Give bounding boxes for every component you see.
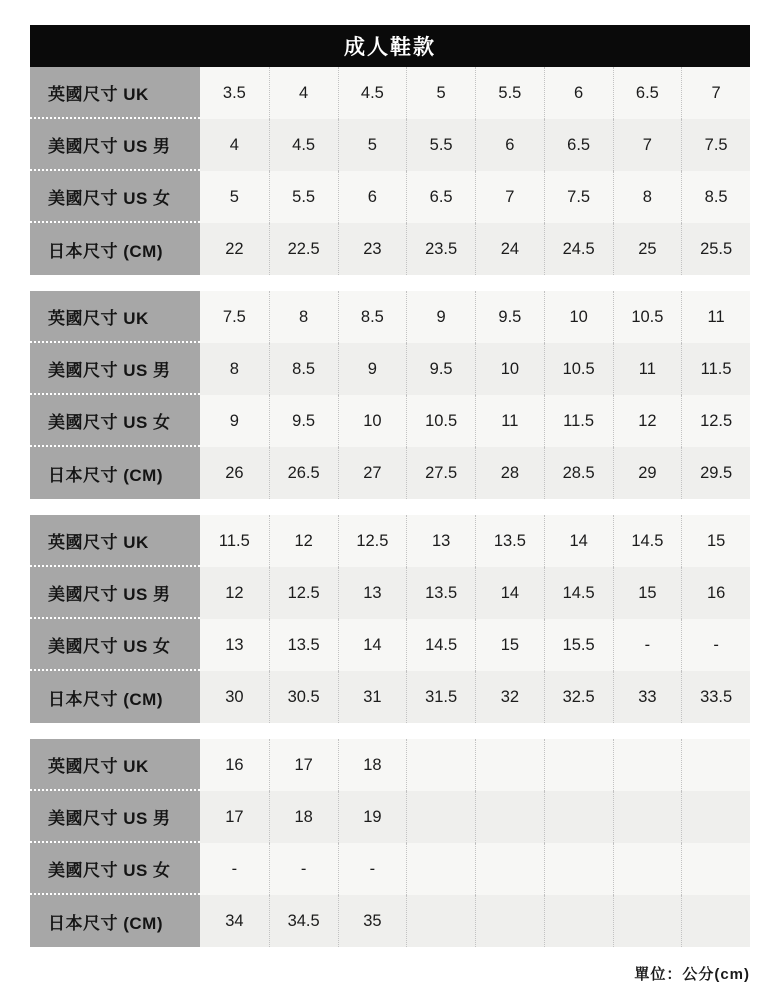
size-table-block — [30, 291, 750, 499]
size-value-cell: 8.5 — [338, 291, 407, 343]
size-value-cell: 15 — [475, 619, 544, 671]
table-row — [30, 447, 750, 499]
size-value-cell: 32.5 — [544, 671, 613, 723]
chart-title-bar — [30, 25, 750, 67]
size-value-cell: 14 — [338, 619, 407, 671]
size-value-cell: 14.5 — [613, 515, 682, 567]
size-value-cell: 5.5 — [475, 67, 544, 119]
size-value-cell: 31.5 — [406, 671, 475, 723]
table-row — [30, 223, 750, 275]
size-value-cell: 7.5 — [544, 171, 613, 223]
size-value-cell: 14 — [544, 515, 613, 567]
size-value-cell: 17 — [200, 791, 269, 843]
table-row — [30, 567, 750, 619]
size-value-cell: 24.5 — [544, 223, 613, 275]
size-value-cell: 23 — [338, 223, 407, 275]
size-value-cell: 8 — [269, 291, 338, 343]
table-row — [30, 515, 750, 567]
size-value-cell — [544, 739, 613, 791]
size-value-cell: 34.5 — [269, 895, 338, 947]
size-value-cell: 27.5 — [406, 447, 475, 499]
row-label: 日本尺寸 (CM) — [30, 895, 200, 947]
size-value-cell — [406, 895, 475, 947]
size-value-cell — [406, 843, 475, 895]
size-value-cell: 7 — [681, 67, 750, 119]
size-value-cell: 33.5 — [681, 671, 750, 723]
size-value-cell: 11.5 — [544, 395, 613, 447]
size-value-cell: 10.5 — [544, 343, 613, 395]
size-value-cell: 4 — [200, 119, 269, 171]
size-value-cell: 10 — [544, 291, 613, 343]
size-value-cell: 7 — [613, 119, 682, 171]
size-value-cell: 5 — [200, 171, 269, 223]
size-value-cell: 26.5 — [269, 447, 338, 499]
size-value-cell — [681, 843, 750, 895]
size-value-cell: 4.5 — [338, 67, 407, 119]
size-value-cell: 28.5 — [544, 447, 613, 499]
unit-note: 單位：公分(cm) — [634, 966, 750, 983]
row-label: 日本尺寸 (CM) — [30, 447, 200, 499]
size-value-cell: 30 — [200, 671, 269, 723]
row-label: 日本尺寸 (CM) — [30, 671, 200, 723]
size-value-cell: 7.5 — [200, 291, 269, 343]
size-value-cell: 16 — [200, 739, 269, 791]
size-value-cell: 11 — [475, 395, 544, 447]
table-row — [30, 791, 750, 843]
size-value-cell — [613, 791, 682, 843]
size-value-cell — [475, 739, 544, 791]
size-value-cell: 11 — [613, 343, 682, 395]
size-value-cell — [406, 791, 475, 843]
size-value-cell: 10 — [338, 395, 407, 447]
size-value-cell: - — [681, 619, 750, 671]
size-table-block — [30, 739, 750, 947]
size-value-cell: 26 — [200, 447, 269, 499]
size-value-cell — [681, 739, 750, 791]
size-value-cell: 33 — [613, 671, 682, 723]
size-value-cell: 8 — [200, 343, 269, 395]
size-value-cell: 9.5 — [406, 343, 475, 395]
size-value-cell: 6.5 — [544, 119, 613, 171]
size-value-cell — [544, 895, 613, 947]
size-value-cell: 9 — [338, 343, 407, 395]
size-table-blocks — [30, 67, 750, 947]
size-value-cell: 13 — [406, 515, 475, 567]
size-value-cell: 10.5 — [406, 395, 475, 447]
size-value-cell: - — [269, 843, 338, 895]
size-value-cell — [613, 895, 682, 947]
size-value-cell: 6 — [544, 67, 613, 119]
size-value-cell: 15 — [613, 567, 682, 619]
row-label: 日本尺寸 (CM) — [30, 223, 200, 275]
size-value-cell: 15 — [681, 515, 750, 567]
size-value-cell — [475, 843, 544, 895]
table-row — [30, 171, 750, 223]
size-value-cell — [613, 843, 682, 895]
size-value-cell: 27 — [338, 447, 407, 499]
row-label: 美國尺寸 US 女 — [30, 395, 200, 447]
size-value-cell: 7.5 — [681, 119, 750, 171]
size-value-cell: 11.5 — [681, 343, 750, 395]
size-value-cell: 18 — [269, 791, 338, 843]
row-label: 英國尺寸 UK — [30, 515, 200, 567]
size-value-cell: 19 — [338, 791, 407, 843]
size-table-block — [30, 515, 750, 723]
size-value-cell: 3.5 — [200, 67, 269, 119]
size-value-cell: 8.5 — [681, 171, 750, 223]
size-value-cell: 22 — [200, 223, 269, 275]
size-value-cell: 14.5 — [544, 567, 613, 619]
size-value-cell: 34 — [200, 895, 269, 947]
size-value-cell: 6.5 — [613, 67, 682, 119]
size-value-cell: 12 — [269, 515, 338, 567]
size-value-cell: - — [338, 843, 407, 895]
size-value-cell: 30.5 — [269, 671, 338, 723]
size-value-cell: 15.5 — [544, 619, 613, 671]
size-value-cell: 6 — [338, 171, 407, 223]
size-value-cell: 18 — [338, 739, 407, 791]
size-value-cell: 12.5 — [681, 395, 750, 447]
size-value-cell: 12.5 — [269, 567, 338, 619]
row-label: 美國尺寸 US 男 — [30, 791, 200, 843]
size-value-cell: 16 — [681, 567, 750, 619]
chart-title: 成人鞋款 — [344, 36, 436, 59]
size-value-cell: 24 — [475, 223, 544, 275]
size-value-cell: 13 — [200, 619, 269, 671]
row-label: 美國尺寸 US 男 — [30, 567, 200, 619]
size-value-cell: 13.5 — [406, 567, 475, 619]
size-value-cell: 25 — [613, 223, 682, 275]
size-value-cell: 5 — [406, 67, 475, 119]
size-value-cell: 5.5 — [406, 119, 475, 171]
size-value-cell: 10 — [475, 343, 544, 395]
size-value-cell: 28 — [475, 447, 544, 499]
row-label: 美國尺寸 US 女 — [30, 619, 200, 671]
size-value-cell: 14.5 — [406, 619, 475, 671]
size-value-cell: 4.5 — [269, 119, 338, 171]
size-value-cell: 25.5 — [681, 223, 750, 275]
row-label: 美國尺寸 US 男 — [30, 119, 200, 171]
table-row — [30, 671, 750, 723]
size-value-cell: 11.5 — [200, 515, 269, 567]
size-value-cell — [681, 895, 750, 947]
size-value-cell: 11 — [681, 291, 750, 343]
size-value-cell: 12.5 — [338, 515, 407, 567]
size-value-cell: 6.5 — [406, 171, 475, 223]
size-value-cell: 29.5 — [681, 447, 750, 499]
size-value-cell: 9 — [200, 395, 269, 447]
size-value-cell: 10.5 — [613, 291, 682, 343]
table-row — [30, 343, 750, 395]
row-label: 美國尺寸 US 男 — [30, 343, 200, 395]
size-value-cell — [544, 791, 613, 843]
size-value-cell: 8 — [613, 171, 682, 223]
size-value-cell — [544, 843, 613, 895]
size-value-cell: 7 — [475, 171, 544, 223]
row-label: 美國尺寸 US 女 — [30, 171, 200, 223]
size-value-cell: 12 — [613, 395, 682, 447]
size-value-cell: 35 — [338, 895, 407, 947]
size-value-cell — [475, 791, 544, 843]
size-value-cell — [681, 791, 750, 843]
size-table-block — [30, 67, 750, 275]
size-value-cell: 32 — [475, 671, 544, 723]
size-value-cell: 13 — [338, 567, 407, 619]
size-value-cell — [613, 739, 682, 791]
size-value-cell: 9.5 — [475, 291, 544, 343]
table-row — [30, 619, 750, 671]
size-value-cell: 31 — [338, 671, 407, 723]
size-value-cell: 5.5 — [269, 171, 338, 223]
size-value-cell: 29 — [613, 447, 682, 499]
table-row — [30, 67, 750, 119]
size-value-cell — [475, 895, 544, 947]
table-row — [30, 119, 750, 171]
size-value-cell: 14 — [475, 567, 544, 619]
size-value-cell: 13.5 — [269, 619, 338, 671]
size-value-cell: 17 — [269, 739, 338, 791]
size-value-cell: - — [613, 619, 682, 671]
size-value-cell — [406, 739, 475, 791]
size-value-cell: 5 — [338, 119, 407, 171]
row-label: 英國尺寸 UK — [30, 67, 200, 119]
size-value-cell: 8.5 — [269, 343, 338, 395]
size-value-cell: - — [200, 843, 269, 895]
table-row — [30, 395, 750, 447]
size-value-cell: 23.5 — [406, 223, 475, 275]
row-label: 美國尺寸 US 女 — [30, 843, 200, 895]
row-label: 英國尺寸 UK — [30, 291, 200, 343]
table-row — [30, 739, 750, 791]
size-value-cell: 22.5 — [269, 223, 338, 275]
size-value-cell: 9 — [406, 291, 475, 343]
table-row — [30, 895, 750, 947]
size-value-cell: 9.5 — [269, 395, 338, 447]
table-row — [30, 291, 750, 343]
size-value-cell: 4 — [269, 67, 338, 119]
size-value-cell: 13.5 — [475, 515, 544, 567]
row-label: 英國尺寸 UK — [30, 739, 200, 791]
size-value-cell: 6 — [475, 119, 544, 171]
size-value-cell: 12 — [200, 567, 269, 619]
adult-shoe-size-chart — [30, 25, 750, 984]
table-row — [30, 843, 750, 895]
